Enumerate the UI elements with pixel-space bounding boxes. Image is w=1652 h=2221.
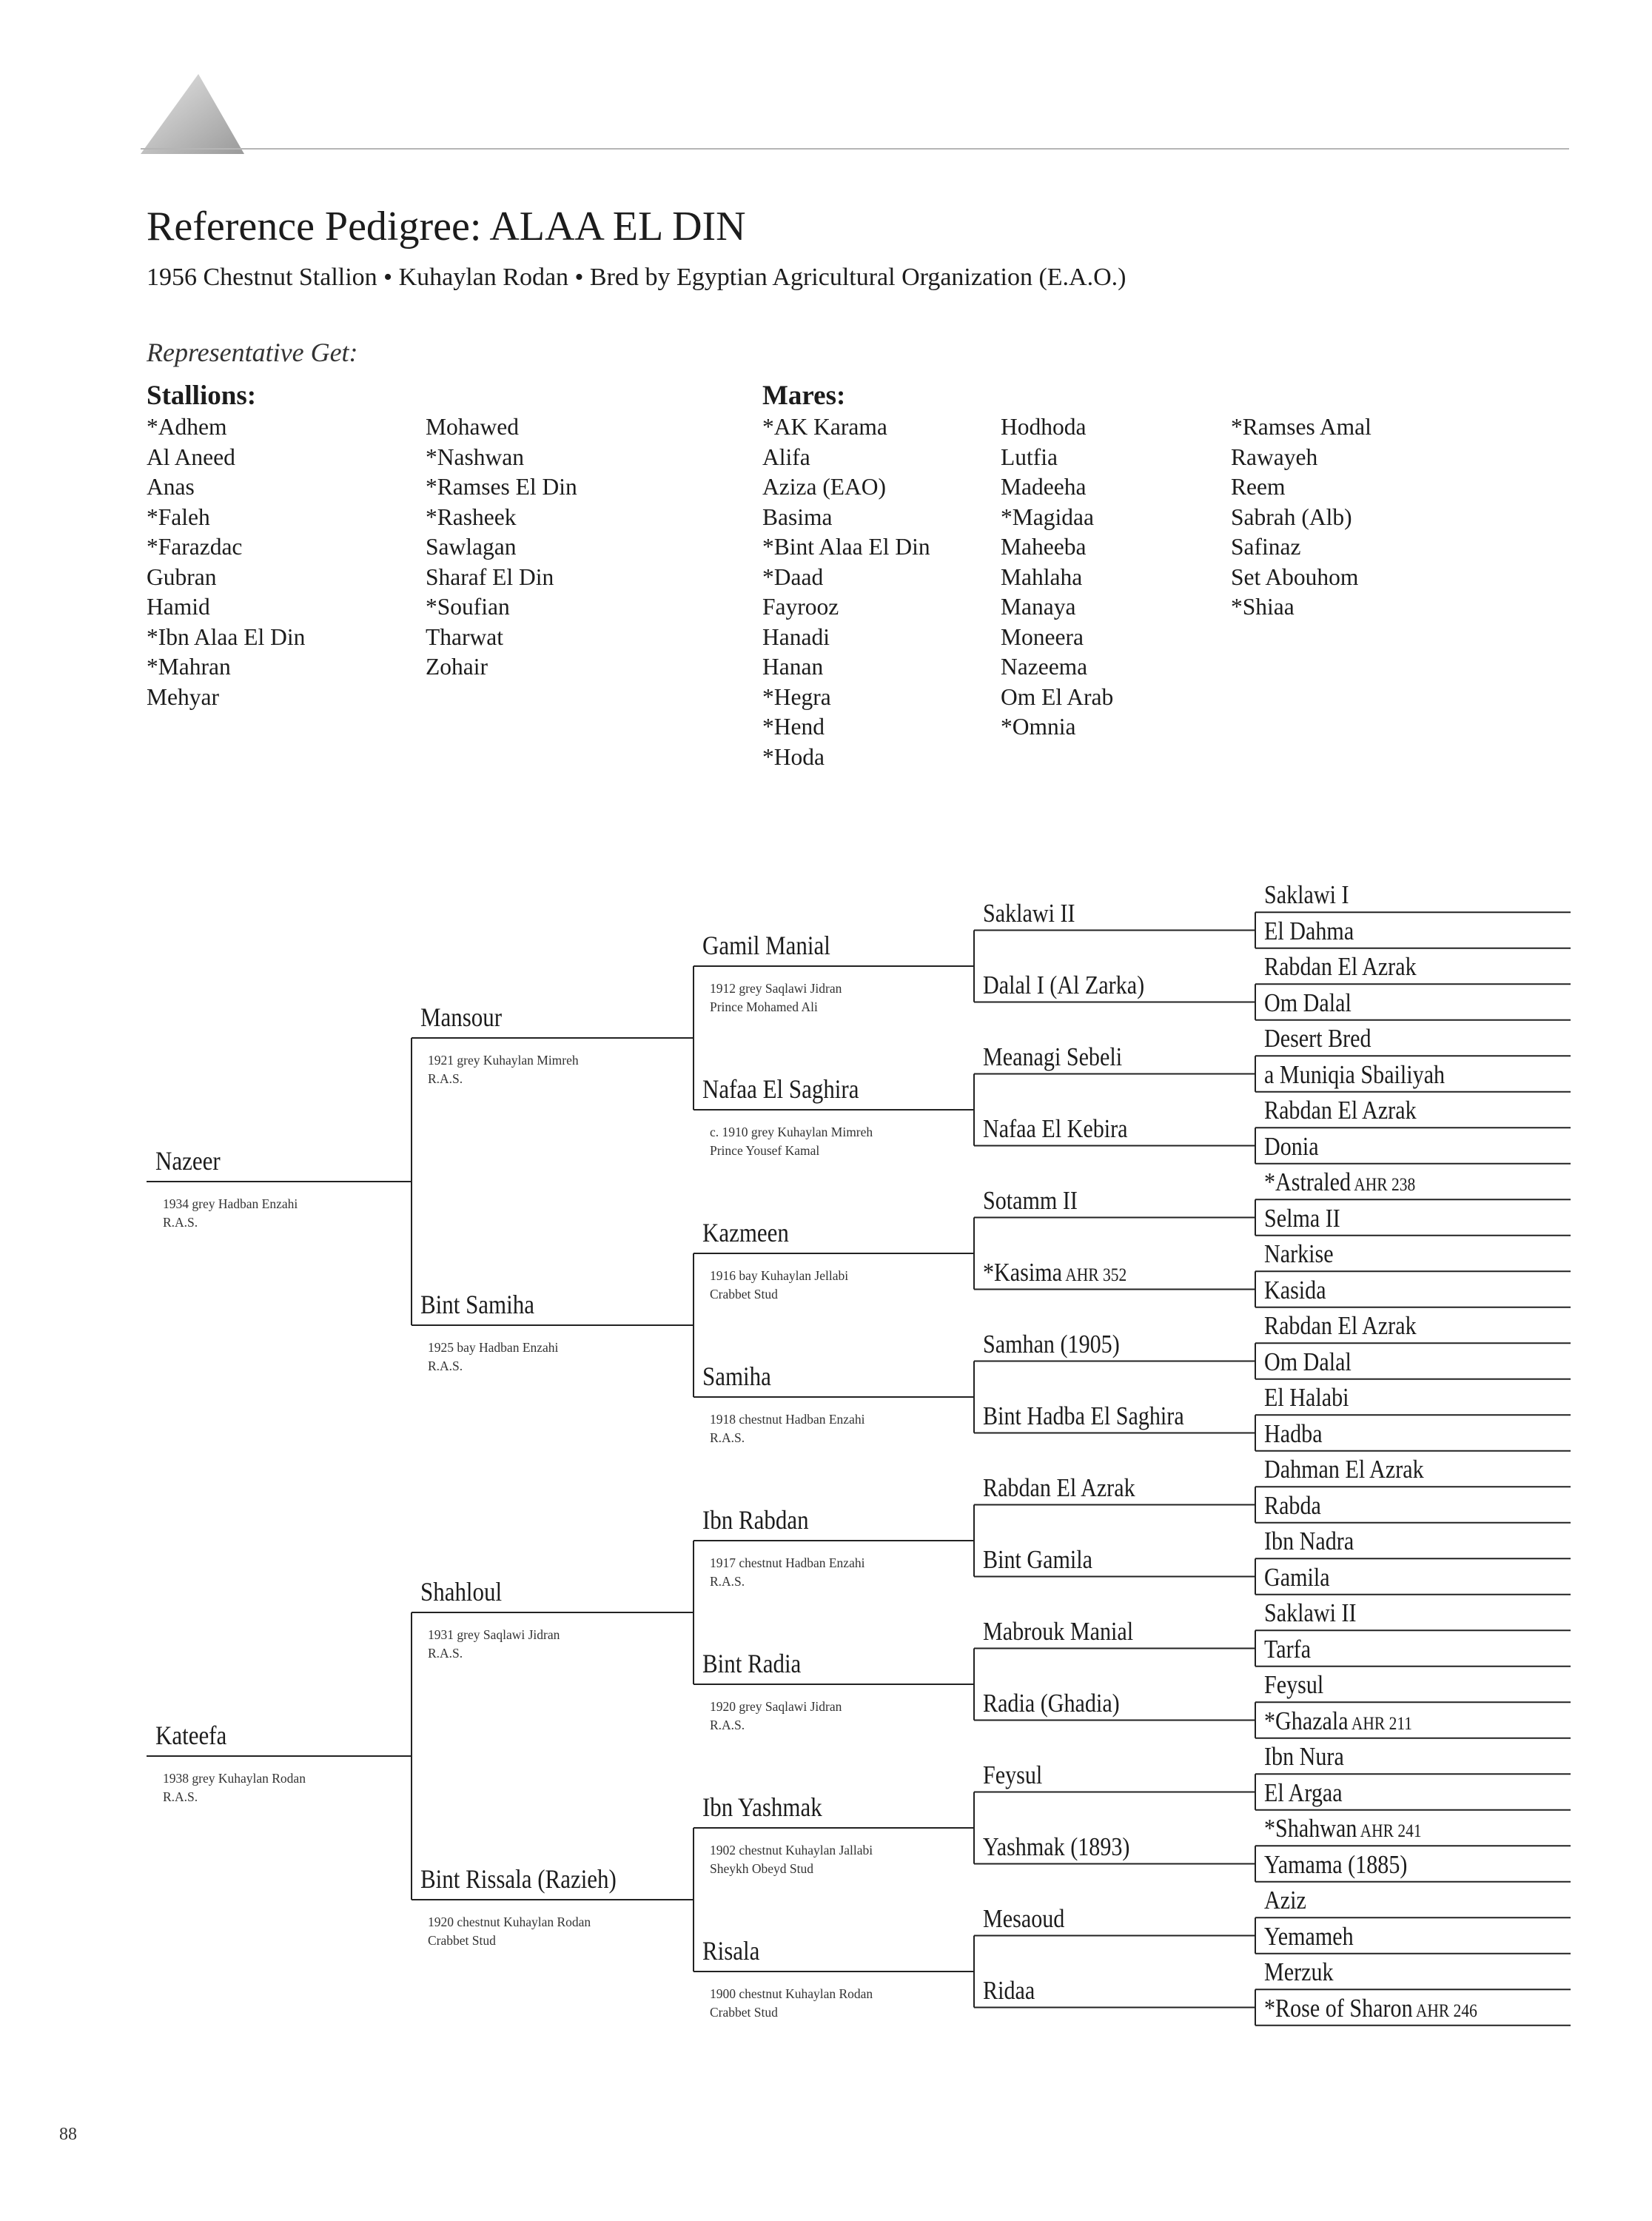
horse-name-text: Rabdan El Azrak [1264, 1311, 1417, 1341]
name-list-item: Maheeba [1001, 534, 1087, 560]
horse-name [155, 1722, 226, 1749]
horse-detail [710, 1410, 864, 1447]
horse-name-text: Samiha [702, 1361, 771, 1391]
horse-name-text: Nafaa El Kebira [983, 1113, 1128, 1143]
name-list-item: Lutfia [1001, 443, 1058, 470]
horse-name [1264, 1313, 1417, 1339]
horse-name [1264, 1205, 1340, 1231]
name-list-item: Mahlaha [1001, 563, 1083, 590]
horse-name [702, 1507, 809, 1533]
horse-detail [710, 1123, 873, 1160]
horse-detail-line: 1938 grey Kuhaylan Rodan [163, 1771, 306, 1786]
horse-name [420, 1004, 502, 1031]
horse-name [1264, 1277, 1326, 1303]
horse-name-text: El Dahma [1264, 916, 1354, 945]
horse-name [420, 1578, 502, 1605]
horse-name [1264, 1418, 1323, 1448]
page-number: 88 [59, 2125, 77, 2144]
horse-detail [710, 979, 842, 1016]
ahr-number: AHR 211 [1348, 1713, 1413, 1734]
name-list-item: Mehyar [147, 683, 219, 710]
horse-name [702, 1076, 859, 1102]
name-list-item: *Adhem [147, 414, 227, 440]
name-list-item: Set Abouhom [1231, 563, 1359, 590]
horse-detail-line: 1920 chestnut Kuhaylan Rodan [428, 1915, 591, 1929]
horse-detail-line: Crabbet Stud [428, 1933, 496, 1948]
name-list-item: Nazeema [1001, 654, 1088, 680]
horse-name [1264, 1528, 1354, 1554]
horse-name [1264, 1169, 1415, 1195]
horse-detail-line: R.A.S. [428, 1359, 463, 1373]
horse-name-text: Desert Bred [1264, 1024, 1371, 1053]
horse-detail-line: R.A.S. [428, 1071, 463, 1086]
name-list-item: *AK Karama [762, 414, 887, 440]
horse-name [1264, 1600, 1357, 1626]
horse-name [983, 1044, 1122, 1070]
horse-name-text: Rabda [1264, 1490, 1321, 1520]
pyramid-icon [141, 74, 244, 154]
horse-name-text: Ibn Rabdan [702, 1505, 809, 1535]
horse-name-text: Kasida [1264, 1275, 1326, 1304]
mares-heading: Mares: [762, 381, 846, 411]
horse-name-text: Gamila [1264, 1562, 1330, 1592]
horse-name [1264, 882, 1349, 908]
horse-detail-line: 1934 grey Hadban Enzahi [163, 1196, 298, 1211]
horse-name [1264, 1133, 1319, 1159]
name-list-item: Madeeha [1001, 474, 1087, 500]
name-list-item: *Bint Alaa El Din [762, 534, 930, 560]
horse-detail-line: 1912 grey Saqlawi Jidran [710, 981, 842, 996]
name-list-item: *Ibn Alaa El Din [147, 623, 306, 650]
ahr-number: AHR 246 [1412, 2000, 1477, 2021]
horse-name-text: El Halabi [1264, 1383, 1349, 1413]
horse-name [1264, 952, 1417, 982]
horse-name-text: Ridaa [983, 1975, 1035, 2005]
horse-name [1264, 1995, 1477, 2021]
horse-name [420, 1291, 534, 1318]
horse-name-text: Dahman El Azrak [1264, 1455, 1424, 1484]
horse-name [983, 1618, 1133, 1644]
name-list-item: Hanan [762, 654, 824, 680]
horse-name-text: *Kasima [983, 1257, 1063, 1287]
ahr-number: AHR 352 [1062, 1264, 1127, 1285]
name-list-item: Rawayeh [1231, 443, 1318, 470]
horse-name-text: Bint Hadba El Saghira [983, 1401, 1184, 1430]
horse-name-text: Feysul [983, 1760, 1043, 1789]
name-list-item: *Magidaa [1001, 503, 1094, 530]
horse-name [702, 1794, 822, 1820]
horse-name [1264, 1923, 1354, 1949]
horse-name [983, 1977, 1035, 2003]
horse-name [1264, 1742, 1344, 1772]
horse-name [983, 1475, 1135, 1501]
horse-name [983, 1259, 1126, 1285]
horse-detail [428, 1626, 560, 1663]
horse-name-text: *Shahwan [1264, 1814, 1357, 1843]
horse-name [983, 1187, 1078, 1213]
name-list-item: Sawlagan [426, 534, 517, 560]
name-list-item: Sharaf El Din [426, 563, 554, 590]
horse-detail [163, 1195, 298, 1232]
name-list-item: Alifa [762, 443, 810, 470]
horse-name-text: Bint Radia [702, 1649, 802, 1678]
name-list-item: Manaya [1001, 594, 1076, 620]
horse-name-text: Bint Rissala (Razieh) [420, 1864, 617, 1894]
horse-name-text: Mansour [420, 1002, 503, 1032]
horse-name-text: Sotamm II [983, 1185, 1078, 1215]
horse-name-text: Shahloul [420, 1577, 503, 1607]
horse-name-text: Nafaa El Saghira [702, 1074, 859, 1104]
horse-detail [710, 1841, 873, 1878]
horse-detail-line: 1917 chestnut Hadban Enzahi [710, 1555, 865, 1570]
horse-name [702, 932, 830, 959]
name-list-item: *Ramses Amal [1231, 414, 1371, 440]
horse-detail-line: R.A.S. [163, 1215, 198, 1230]
horse-name [983, 1834, 1129, 1860]
horse-name-text: *Ghazala [1264, 1706, 1349, 1735]
horse-name [983, 1690, 1120, 1716]
horse-detail-line: 1920 grey Saqlawi Jidran [710, 1699, 842, 1714]
horse-name-text: Radia (Ghadia) [983, 1688, 1120, 1718]
horse-detail [428, 1339, 558, 1376]
horse-detail-line: 1925 bay Hadban Enzahi [428, 1340, 559, 1355]
horse-detail [428, 1051, 579, 1088]
horse-name-text: Selma II [1264, 1203, 1340, 1233]
horse-name-text: Bint Gamila [983, 1544, 1092, 1574]
horse-name [1264, 1780, 1343, 1806]
horse-name-text: Saklawi I [1264, 880, 1349, 910]
name-list-item: Safinaz [1231, 534, 1301, 560]
horse-detail-line: 1918 chestnut Hadban Enzahi [710, 1412, 865, 1427]
horse-detail [710, 1698, 842, 1735]
name-list-item: *Shiaa [1231, 594, 1295, 620]
horse-name [1264, 1025, 1371, 1051]
horse-name [1264, 1241, 1334, 1267]
name-list-item: Zohair [426, 654, 488, 680]
horse-name [983, 1903, 1065, 1933]
horse-name-text: Risala [702, 1936, 760, 1966]
horse-name-text: Merzuk [1264, 1957, 1334, 1987]
mares-list-3 [1231, 412, 1371, 623]
horse-name [1264, 1059, 1446, 1089]
horse-name [1264, 1456, 1424, 1482]
horse-name-text: Yemameh [1264, 1921, 1354, 1951]
horse-detail [710, 1267, 848, 1304]
horse-name-text: Yamama (1885) [1264, 1849, 1408, 1879]
horse-detail [710, 1985, 873, 2022]
horse-name-text: Donia [1264, 1131, 1319, 1161]
horse-name [1264, 1349, 1352, 1375]
ahr-number: AHR 238 [1351, 1175, 1416, 1196]
name-list-item: *Hend [762, 714, 825, 740]
name-list-item: Aziza (EAO) [762, 474, 887, 500]
horse-detail-line: R.A.S. [710, 1718, 745, 1732]
horse-name-text: Hadba [1264, 1418, 1323, 1448]
horse-name [1264, 1887, 1306, 1913]
horse-detail-line: 1916 bay Kuhaylan Jellabi [710, 1268, 849, 1283]
horse-detail-line: 1900 chestnut Kuhaylan Rodan [710, 1986, 873, 2001]
horse-detail-line: R.A.S. [428, 1646, 463, 1661]
name-list-item: Al Aneed [147, 443, 235, 470]
horse-name-text: *Rose of Sharon [1264, 1993, 1413, 2023]
horse-detail-line: 1931 grey Saqlawi Jidran [428, 1627, 560, 1642]
horse-name [1264, 1849, 1408, 1879]
horse-detail-line: R.A.S. [163, 1789, 198, 1804]
name-list-item: *Farazdac [147, 534, 243, 560]
horse-name-text: Saklawi II [983, 898, 1075, 928]
horse-name-text: Narkise [1264, 1239, 1334, 1269]
horse-name-text: *Astraled [1264, 1168, 1352, 1197]
horse-name-text: Tarfa [1264, 1634, 1312, 1664]
horse-name [702, 1219, 789, 1246]
horse-detail-line: 1902 chestnut Kuhaylan Jallabi [710, 1843, 873, 1857]
horse-name [983, 1331, 1120, 1357]
name-list-item: *Hoda [762, 743, 825, 770]
horse-detail [428, 1913, 591, 1950]
horse-name [1264, 1564, 1330, 1590]
horse-name [983, 1544, 1092, 1574]
horse-name-text: Ibn Nadra [1264, 1527, 1354, 1556]
horse-name-text: a Muniqia Sbailiyah [1264, 1059, 1446, 1089]
horse-name-text: Nazeer [155, 1146, 221, 1176]
horse-name [702, 1363, 771, 1390]
horse-detail-line: Sheykh Obeyd Stud [710, 1861, 813, 1876]
horse-name-text: Kateefa [155, 1721, 227, 1750]
horse-name [1264, 1490, 1321, 1520]
horse-detail-line: Crabbet Stud [710, 1287, 778, 1302]
horse-name [1264, 1708, 1412, 1734]
name-list-item: Fayrooz [762, 594, 839, 620]
name-list-item: Hodhoda [1001, 414, 1087, 440]
name-list-item: *Ramses El Din [426, 474, 577, 500]
name-list-item: Om El Arab [1001, 683, 1114, 710]
horse-name-text: Gamil Manial [702, 931, 830, 960]
horse-name [983, 1762, 1042, 1788]
horse-name-text: Bint Samiha [420, 1290, 534, 1319]
name-list-item: *Daad [762, 563, 824, 590]
name-list-item: Hamid [147, 594, 210, 620]
representative-get-heading: Representative Get: [147, 338, 358, 367]
horse-name [1264, 1815, 1422, 1841]
horse-name-text: Ibn Nura [1264, 1742, 1344, 1772]
horse-detail-line: R.A.S. [710, 1574, 745, 1589]
horse-name-text: Om Dalal [1264, 988, 1352, 1017]
horse-name [983, 1113, 1128, 1143]
horse-detail-line: Prince Yousef Kamal [710, 1143, 820, 1158]
horse-name [1264, 1672, 1323, 1698]
horse-detail-line: Crabbet Stud [710, 2005, 778, 2020]
horse-detail [163, 1769, 306, 1806]
horse-name-text: Mabrouk Manial [983, 1616, 1134, 1646]
horse-name-text: El Argaa [1264, 1778, 1343, 1807]
horse-name-text: Rabdan El Azrak [1264, 1096, 1417, 1125]
horse-name [702, 1650, 801, 1677]
horse-name [1264, 1959, 1334, 1985]
horse-detail-line: Prince Mohamed Ali [710, 999, 818, 1014]
name-list-item: Reem [1231, 474, 1286, 500]
name-list-item: Anas [147, 474, 195, 500]
horse-name-text: Aziz [1264, 1886, 1306, 1915]
name-list-item: *Omnia [1001, 714, 1076, 740]
name-list-item: Moneera [1001, 623, 1084, 650]
horse-detail-line: R.A.S. [710, 1430, 745, 1445]
horse-name-text: Saklawi II [1264, 1598, 1357, 1628]
horse-name-text: Meanagi Sebeli [983, 1042, 1123, 1071]
horse-name-text: Kazmeen [702, 1218, 789, 1247]
name-list-item: Basima [762, 503, 833, 530]
stallions-heading: Stallions: [147, 381, 257, 411]
horse-name [983, 900, 1075, 926]
horse-name [155, 1148, 221, 1174]
horse-name-text: Om Dalal [1264, 1347, 1352, 1376]
horse-name-text: Feysul [1264, 1670, 1324, 1700]
page-title: Reference Pedigree: ALAA EL DIN [147, 204, 746, 249]
ahr-number: AHR 241 [1357, 1821, 1422, 1842]
mares-list-1 [762, 412, 930, 772]
name-list-item: Tharwat [426, 623, 503, 650]
horse-name [1264, 990, 1352, 1016]
horse-detail [710, 1554, 864, 1591]
horse-name-text: Yashmak (1893) [983, 1832, 1130, 1861]
horse-name-text: Rabdan El Azrak [1264, 952, 1417, 982]
horse-name [1264, 1097, 1417, 1123]
name-list-item: Mohawed [426, 414, 519, 440]
horse-name [1264, 1636, 1311, 1662]
horse-name [702, 1937, 759, 1964]
horse-name [420, 1866, 617, 1892]
horse-name [983, 1403, 1184, 1429]
horse-detail-line: c. 1910 grey Kuhaylan Mimreh [710, 1125, 873, 1139]
stallions-list-1 [147, 412, 305, 712]
name-list-item: *Soufian [426, 594, 510, 620]
name-list-item: *Mahran [147, 654, 231, 680]
name-list-item: *Hegra [762, 683, 831, 710]
horse-name-text: Rabdan El Azrak [983, 1473, 1135, 1502]
name-list-item: Sabrah (Alb) [1231, 503, 1352, 530]
horse-name-text: Ibn Yashmak [702, 1792, 822, 1822]
horse-detail-line: 1921 grey Kuhaylan Mimreh [428, 1053, 579, 1068]
stallions-list-2 [426, 412, 577, 683]
name-list-item: *Rasheek [426, 503, 517, 530]
name-list-item: *Faleh [147, 503, 210, 530]
horse-name-text: Samhan (1905) [983, 1329, 1120, 1359]
page-subtitle: 1956 Chestnut Stallion • Kuhaylan Rodan • Bred by Egyptian Agricultural Organization (E.A.O.) [147, 264, 1126, 291]
name-list-item: Gubran [147, 563, 217, 590]
name-list-item: Hanadi [762, 623, 830, 650]
mares-list-2 [1001, 412, 1113, 743]
horse-name [1264, 918, 1354, 944]
horse-name [983, 972, 1144, 998]
horse-name-text: Dalal I (Al Zarka) [983, 970, 1145, 999]
horse-name-text: Mesaoud [983, 1903, 1065, 1933]
name-list-item: *Nashwan [426, 443, 524, 470]
horse-name [1264, 1383, 1349, 1413]
